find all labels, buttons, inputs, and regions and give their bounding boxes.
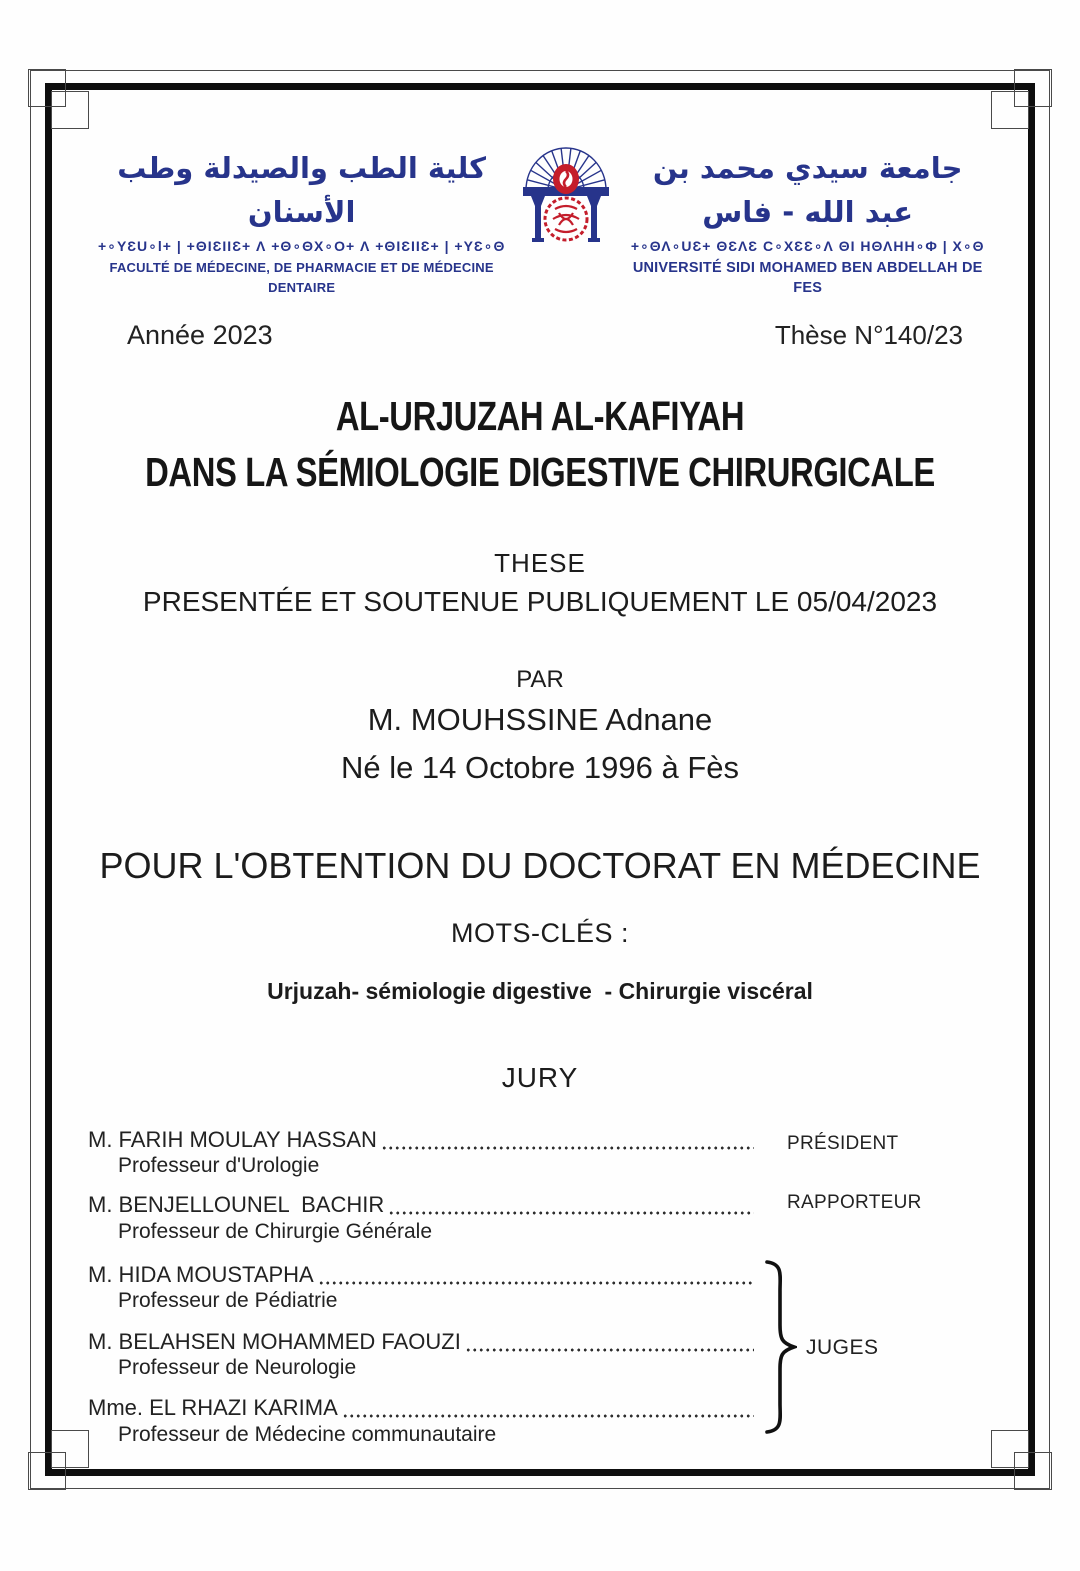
faculty-name-arabic: كلية الطب والصيدلة وطب الأسنان — [117, 151, 487, 229]
jury-member-title: Professeur de Pédiatrie — [118, 1289, 338, 1312]
jury-member-name: M. BENJELLOUNEL BACHIR — [88, 1192, 385, 1217]
dotted-leader — [465, 1344, 754, 1352]
author-birth: Né le 14 Octobre 1996 à Fès — [340, 750, 740, 785]
these-label: THESE — [494, 548, 586, 578]
jury-member-row — [88, 1329, 756, 1355]
jury-member-title: Professeur de Médecine communautaire — [118, 1423, 497, 1446]
jury-member-name: M. FARIH MOULAY HASSAN — [88, 1127, 377, 1152]
frame-corner-ornament — [991, 91, 1029, 129]
thesis-title-line1: AL-URJUZAH AL-KAFIYAH — [335, 393, 745, 439]
jury-member-name: M. BELAHSEN MOHAMMED FAOUZI — [88, 1329, 461, 1354]
dotted-leader — [388, 1207, 754, 1215]
par-label: PAR — [516, 666, 564, 693]
thesis-title-line2: DANS LA SÉMIOLOGIE DIGESTIVE CHIRURGICALE — [145, 449, 935, 495]
university-name-tifinagh: +∘ΘΛ∘UƐ+ ΘƐΛƐ C∘XƐƐ∘Λ ΘI ΗΘΛΗΗ∘Φ | X∘Θ — [630, 238, 985, 254]
keywords-label: MOTS-CLÉS : — [450, 918, 630, 948]
jury-heading: JURY — [501, 1062, 579, 1093]
jury-role-juges: JUGES — [806, 1336, 879, 1359]
thesis-number: Thèse N°140/23 — [774, 320, 963, 350]
jury-member-name: Mme. EL RHAZI KARIMA — [88, 1395, 338, 1420]
university-name-arabic: جامعة سيدي محمد بن عبد الله - فاس — [652, 151, 963, 229]
defense-statement: PRESENTÉE ET SOUTENUE PUBLIQUEMENT LE 05/04/2023 — [142, 586, 938, 617]
faculty-block — [98, 146, 505, 298]
jury-member-title: Professeur d'Urologie — [118, 1154, 320, 1177]
frame-corner-ornament — [51, 1430, 89, 1468]
keywords-value: Urjuzah- sémiologie digestive - Chirurgie viscéral — [267, 978, 813, 1004]
dotted-leader — [318, 1277, 754, 1285]
jury-member-name: M. HIDA MOUSTAPHA — [88, 1262, 314, 1287]
jury-member-row — [88, 1127, 756, 1153]
letterhead — [98, 146, 988, 298]
meta-row — [127, 320, 963, 351]
jury-member-row — [88, 1192, 756, 1218]
jury-role-president: PRÉSIDENT — [787, 1133, 899, 1154]
year-label: Année 2023 — [127, 320, 273, 350]
degree-purpose: POUR L'OBTENTION DU DOCTORAT EN MÉDECINE — [99, 845, 981, 886]
faculty-name-french: FACULTÉ DE MÉDECINE, DE PHARMACIE ET DE MÉDECINE DENTAIRE — [109, 260, 494, 295]
frame-corner-ornament — [51, 91, 89, 129]
juges-brace-icon — [763, 1259, 797, 1435]
faculty-name-tifinagh: +∘YƐU∘l+ | +ΘIƐIIƐ+ Λ +Θ∘ΘX∘O+ Λ +ΘIƐIIƐ+ | +YƐ∘Θ — [98, 238, 506, 254]
jury-member-title: Professeur de Neurologie — [118, 1356, 357, 1379]
university-emblem-icon — [513, 134, 619, 260]
university-block — [627, 146, 988, 298]
jury-member-row — [88, 1395, 756, 1421]
author-name: M. MOUHSSINE Adnane — [367, 702, 713, 737]
university-name-french: UNIVERSITÉ SIDI MOHAMED BEN ABDELLAH DE FES — [632, 260, 983, 296]
jury-role-rapporteur: RAPPORTEUR — [787, 1192, 922, 1213]
dotted-leader — [381, 1142, 754, 1150]
jury-member-title: Professeur de Chirurgie Générale — [118, 1220, 432, 1243]
jury-member-row — [88, 1262, 756, 1288]
thesis-title — [108, 388, 972, 500]
dotted-leader — [342, 1410, 754, 1418]
university-emblem-logo — [513, 134, 619, 265]
frame-corner-ornament — [991, 1430, 1029, 1468]
